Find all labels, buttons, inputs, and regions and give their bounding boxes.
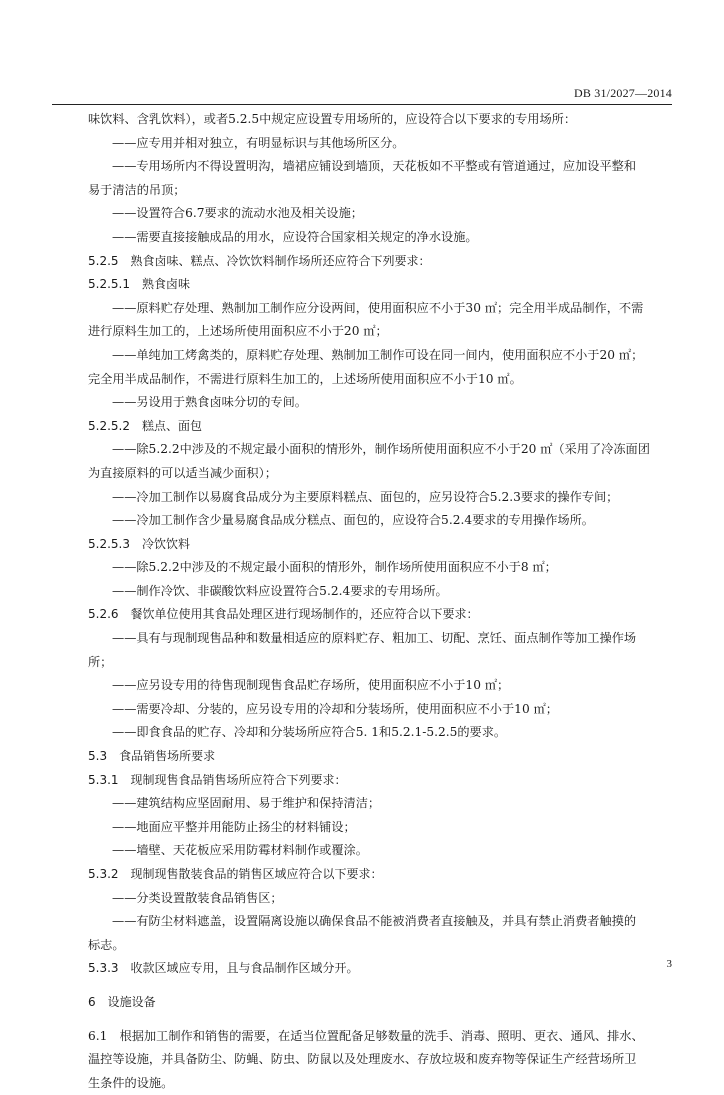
header-rule: [52, 104, 672, 105]
section-heading-line: 5.3.3 收款区域应专用，且与食品制作区域分开。: [88, 961, 359, 976]
body-text-line: 6.1 根据加工制作和销售的需要，在适当位置配备足够数量的洗手、消毒、照明、更衣、通风、排水、: [88, 1028, 644, 1043]
section-heading-line: 5.2.5.3 冷饮饮料: [88, 536, 190, 551]
body-text-line: 标志。: [88, 937, 125, 952]
document-body: [88, 108, 672, 1095]
body-text-line: ——制作冷饮、非碳酸饮料应设置符合5.2.4要求的专用场所。: [112, 583, 448, 598]
body-text-line: ——具有与现制现售品种和数量相适应的原料贮存、粗加工、切配、烹饪、面点制作等加工操作场: [112, 631, 637, 646]
body-text-line: ——除5.2.2中涉及的不规定最小面积的情形外，制作场所使用面积应不小于20 ㎡（采用了冷冻面团: [112, 442, 650, 457]
section-heading-line: 5.2.5.1 熟食卤味: [88, 277, 190, 292]
body-text-line: ——设置符合6.7要求的流动水池及相关设施；: [112, 206, 363, 221]
body-text-line: ——应专用并相对独立，有明显标识与其他场所区分。: [112, 135, 405, 150]
body-text-line: ——应另设专用的待售现制现售食品贮存场所，使用面积应不小于10 ㎡；: [112, 678, 510, 693]
paragraph-spacer: [88, 981, 672, 991]
body-text-line: ——即食食品的贮存、冷却和分装场所应符合5. 1和5.2.1-5.2.5的要求。: [112, 725, 507, 740]
body-text-line: ——建筑结构应坚固耐用、易于维护和保持清洁；: [112, 796, 381, 811]
section-heading-line: 6 设施设备: [88, 994, 156, 1009]
section-heading-line: 5.3.1 现制现售食品销售场所应符合下列要求：: [88, 772, 347, 787]
document-code-header: DB 31/2027—2014: [573, 86, 672, 100]
section-heading-line: 5.2.5.2 糕点、面包: [88, 418, 202, 433]
body-text-line: 所；: [88, 654, 113, 669]
body-text-line: 易于清洁的吊顶；: [88, 182, 186, 197]
body-text-line: 进行原料生加工的，上述场所使用面积应不小于20 ㎡；: [88, 324, 388, 339]
body-text-line: ——冷加工制作含少量易腐食品成分糕点、面包的，应设符合5.2.4要求的专用操作场所。: [112, 513, 594, 528]
body-text-line: ——除5.2.2中涉及的不规定最小面积的情形外，制作场所使用面积应不小于8 ㎡；: [112, 560, 557, 575]
body-text-line: ——需要直接接触成品的用水，应设符合国家相关规定的净水设施。: [112, 229, 478, 244]
section-heading-line: 5.3.2 现制现售散装食品的销售区域应符合以下要求：: [88, 867, 383, 881]
body-text-line: ——另设用于熟食卤味分切的专间。: [112, 395, 307, 410]
paragraph-spacer: [88, 1015, 672, 1025]
body-text-line: 味饮料、含乳饮料），或者5.2.5中规定应设置专用场所的，应设符合以下要求的专用场所：: [88, 112, 577, 126]
body-text-line: 完全用半成品制作，不需进行原料生加工的，上述场所使用面积应不小于10 ㎡。: [88, 371, 522, 386]
body-text-line: ——有防尘材料遮盖，设置隔离设施以确保食品不能被消费者直接触及，并具有禁止消费者触摸的: [112, 914, 637, 929]
body-text-line: ——专用场所内不得设置明沟，墙裙应铺设到墙顶，天花板如不平整或有管道通过，应加设平整和: [112, 159, 637, 174]
body-text-line: ——地面应平整并用能防止扬尘的材料铺设；: [112, 819, 356, 834]
section-heading-line: 5.2.5 熟食卤味、糕点、冷饮饮料制作场所还应符合下列要求：: [88, 253, 431, 268]
body-text-line: ——原料贮存处理、熟制加工制作应分设两间，使用面积应不小于30 ㎡；完全用半成品制作，不需: [112, 300, 644, 315]
body-text-line: 生条件的设施。: [88, 1075, 174, 1090]
page-number: 3: [666, 958, 672, 970]
body-text-line: 为直接原料的可以适当减少面积）；: [88, 465, 277, 480]
body-text-line: ——冷加工制作以易腐食品成分为主要原料糕点、面包的，应另设符合5.2.3要求的操作专间；: [112, 489, 619, 504]
body-text-line: 温控等设施，并具备防尘、防蝇、防虫、防鼠以及处理废水、存放垃圾和废弃物等保证生产经营场所卫: [88, 1052, 637, 1067]
body-text-line: ——需要冷却、分装的，应另设专用的冷却和分装场所，使用面积应不小于10 ㎡；: [112, 701, 558, 716]
body-text-line: ——单纯加工烤禽类的，原料贮存处理、熟制加工制作可设在同一间内，使用面积应不小于20 ㎡；: [112, 347, 644, 362]
section-heading-line: 5.3 食品销售场所要求: [88, 749, 216, 764]
section-heading-line: 5.2.6 餐饮单位使用其食品处理区进行现场制作的，还应符合以下要求：: [88, 607, 479, 622]
body-text-line: ——分类设置散装食品销售区；: [112, 890, 283, 905]
body-text-line: ——墙壁、天花板应采用防霉材料制作或覆涂。: [112, 843, 368, 858]
